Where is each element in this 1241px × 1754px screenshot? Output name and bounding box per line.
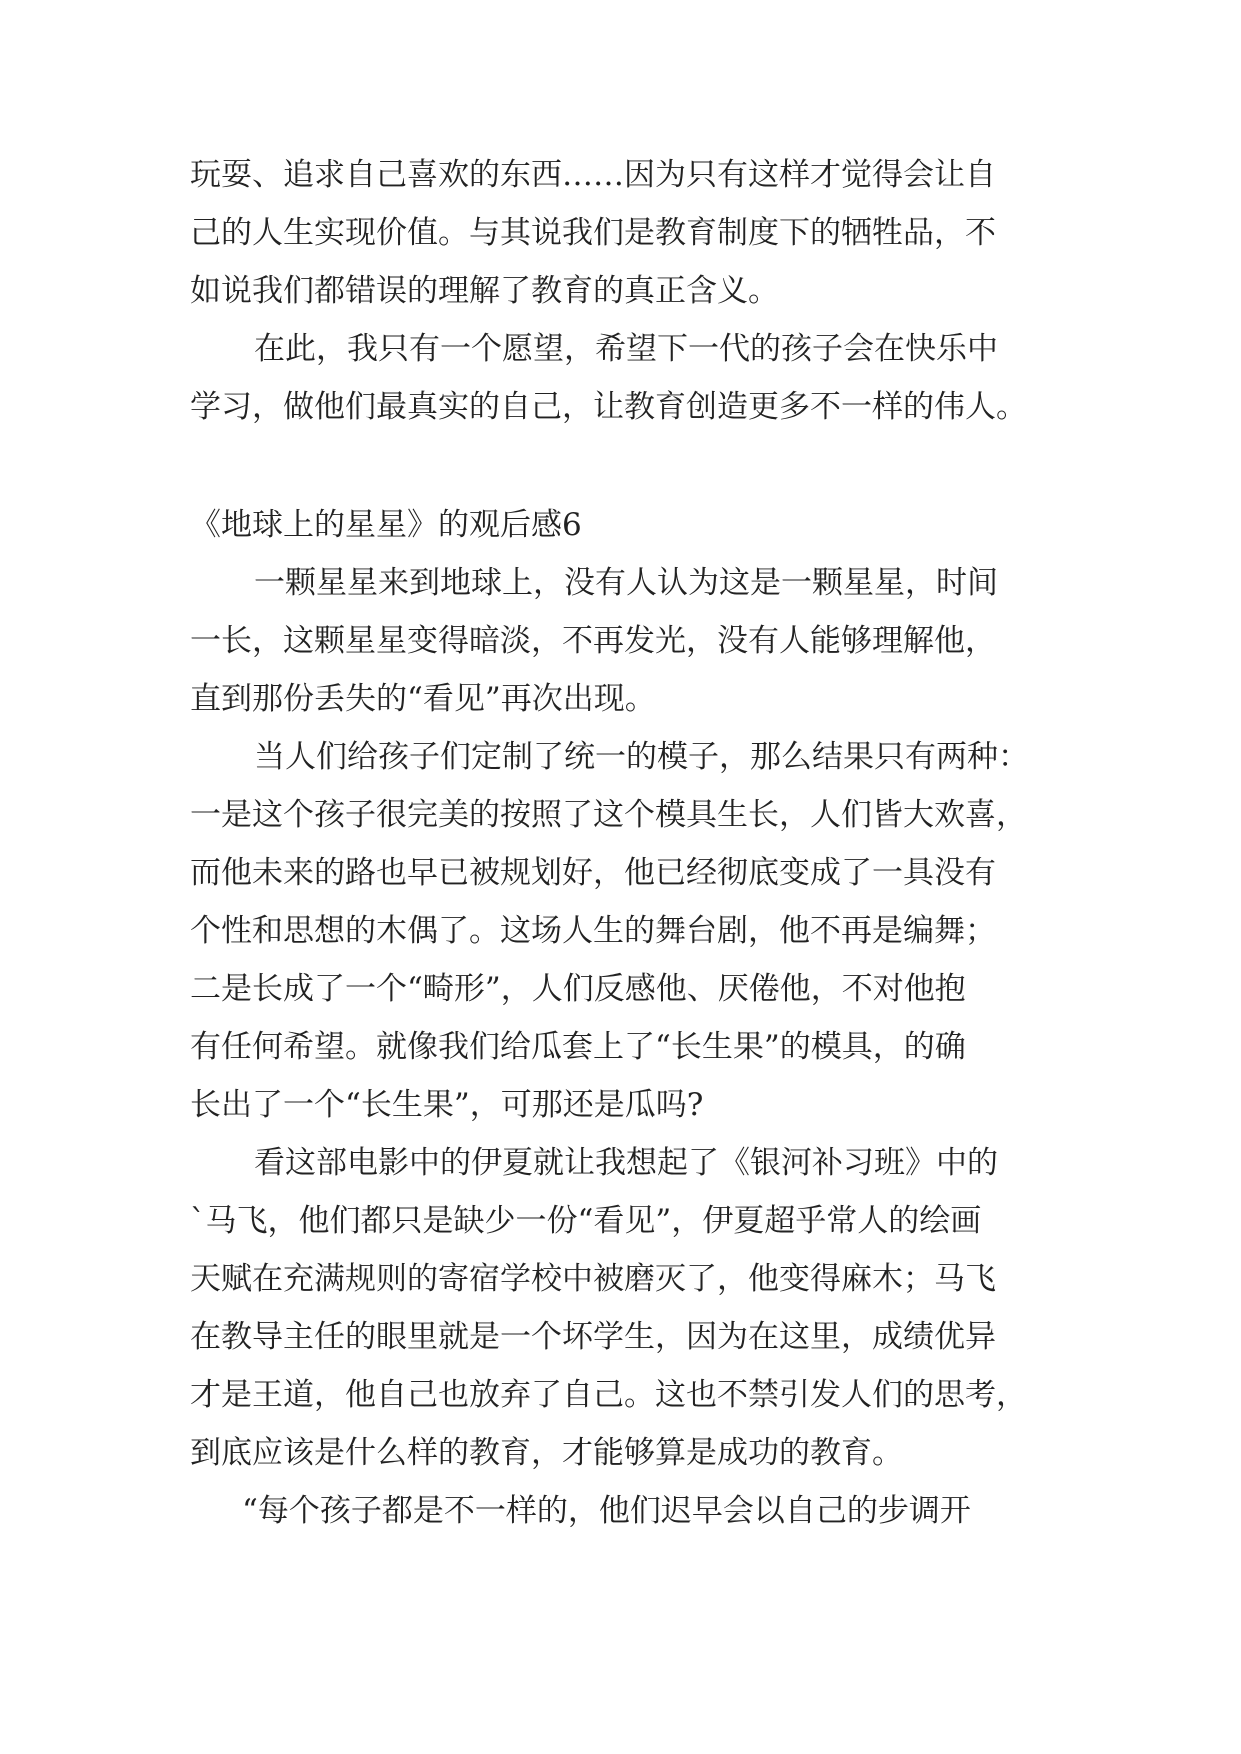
para-4-line-1: 当人们给孩子们定制了统一的模子，那么结果只有两种： [254,739,1029,775]
para-1-line-1: 玩耍、追求自己喜欢的东西……因为只有这样才觉得会让自 [190,157,996,193]
para-1-line-2: 己的人生实现价值。与其说我们是教育制度下的牺牲品，不 [190,215,996,251]
para-3-line-2: 一长，这颗星星变得暗淡，不再发光，没有人能够理解他， [190,623,996,659]
para-5-line-5: 才是王道，他自己也放弃了自己。这也不禁引发人们的思考， [190,1377,1027,1413]
section-heading: 《地球上的星星》的观后感6 [190,507,582,543]
para-4-line-5: 二是长成了一个“畸形”，人们反感他、厌倦他，不对他抱 [190,971,966,1007]
para-5-line-2: `马飞，他们都只是缺少一份“看见”，伊夏超乎常人的绘画 [190,1203,982,1239]
para-4-line-2: 一是这个孩子很完美的按照了这个模具生长，人们皆大欢喜， [190,797,1027,833]
para-2-line-2: 学习，做他们最真实的自己，让教育创造更多不一样的伟人。 [190,389,1027,425]
para-5-line-6: 到底应该是什么样的教育，才能够算是成功的教育。 [190,1435,903,1471]
para-4-line-7: 长出了一个“长生果”，可那还是瓜吗? [190,1087,704,1123]
para-4-line-4: 个性和思想的木偶了。这场人生的舞台剧，他不再是编舞； [190,913,996,949]
para-5-line-1: 看这部电影中的伊夏就让我想起了《银河补习班》中的 [254,1145,998,1181]
para-5-line-4: 在教导主任的眼里就是一个坏学生，因为在这里，成绩优异 [190,1319,996,1355]
para-6-line-1: “每个孩子都是不一样的，他们迟早会以自己的步调开 [242,1493,971,1529]
para-4-line-6: 有任何希望。就像我们给瓜套上了“长生果”的模具，的确 [190,1029,966,1065]
para-4-line-3: 而他未来的路也早已被规划好，他已经彻底变成了一具没有 [190,855,996,891]
para-3-line-1: 一颗星星来到地球上，没有人认为这是一颗星星，时间 [254,565,998,601]
para-3-line-3: 直到那份丢失的“看见”再次出现。 [190,681,656,717]
para-2-line-1: 在此，我只有一个愿望，希望下一代的孩子会在快乐中 [254,331,998,367]
para-1-line-3: 如说我们都错误的理解了教育的真正含义。 [190,273,779,309]
para-5-line-3: 天赋在充满规则的寄宿学校中被磨灭了，他变得麻木；马飞 [190,1261,996,1297]
